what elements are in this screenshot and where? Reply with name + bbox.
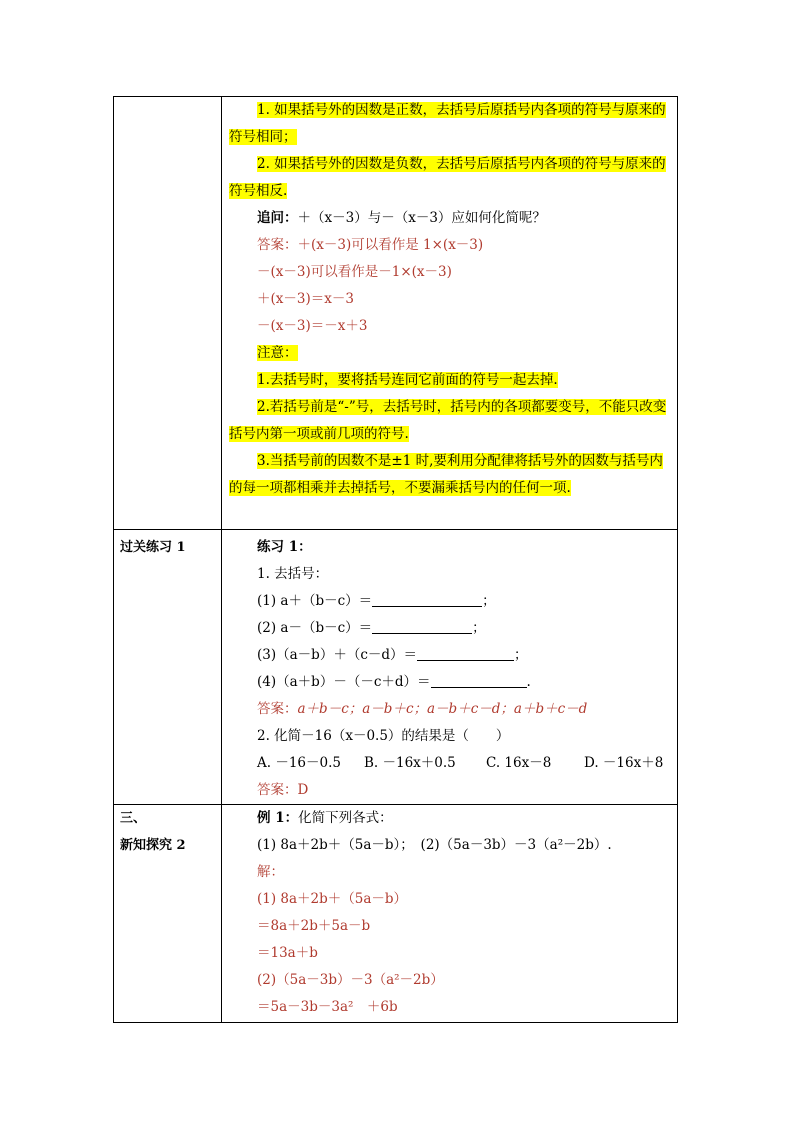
lesson-table (113, 96, 678, 1023)
option-c[interactable]: C. 16x－8 (486, 755, 552, 771)
solution-step-2: ＝8a＋2b＋5a－b (257, 918, 371, 934)
option-d[interactable]: D. －16x＋8 (584, 755, 664, 771)
table-row (114, 97, 678, 530)
exercise-answer-text: a＋b－c；a－b＋c；a－b＋c－d；a＋b＋c－d (297, 701, 588, 717)
followup-label: 追问： (257, 210, 298, 226)
question-1a: (1) a＋（b－c）＝ (257, 593, 373, 609)
option-b[interactable]: B. －16x＋0.5 (364, 755, 456, 771)
exercise-cell (222, 530, 678, 805)
explore-left-cell (114, 805, 222, 1023)
answer-blank-1[interactable] (372, 592, 482, 607)
solution-step-3: ＝13a＋b (257, 945, 318, 961)
question-1d: (4)（a＋b）－（－c＋d）＝ (257, 674, 431, 690)
solution-step-1: (1) 8a＋2b＋（5a－b） (257, 891, 408, 907)
exercise-left-cell (114, 530, 222, 805)
option-a[interactable]: A. －16－0.5 (257, 755, 341, 771)
end-semicolon: ； (482, 593, 496, 609)
rule1-line2: 符号相同； (229, 129, 297, 145)
question-1c: (3)（a－b）＋（c－d）＝ (257, 647, 418, 663)
answer-blank-4[interactable] (431, 673, 527, 688)
answer-line3: ＋(x－3)＝x－3 (257, 291, 354, 307)
answer-blank-2[interactable] (372, 619, 472, 634)
note1: 1.去括号时，要将括号连同它前面的符号一起去掉. (257, 372, 558, 388)
example-title-label: 例 1： (257, 810, 299, 826)
question-1b: (2) a－（b－c）＝ (257, 620, 373, 636)
table-row (114, 805, 678, 1023)
answer-line1: ＋(x－3)可以看作是 1×(x－3) (297, 237, 484, 253)
question-2: 2. 化简－16（x－0.5）的结果是（ ） (257, 728, 510, 744)
followup-text: ＋（x－3）与－（x－3）应如何化简呢？ (297, 210, 546, 226)
rule2-line1: 2. 如果括号外的因数是负数，去括号后原括号内各项的符号与原来的 (257, 156, 666, 172)
example-problems: (1) 8a＋2b＋（5a－b）； (2)（5a－3b）－3（a²－2b）. (257, 837, 612, 853)
rule2-line2: 符号相反. (229, 183, 288, 199)
solution-step-5: ＝5a－3b－3a² ＋6b (257, 999, 398, 1015)
end-semicolon: ； (472, 620, 486, 636)
exercise-answer-2: 答案：D (257, 782, 309, 798)
exercise-section-label: 过关练习 1 (120, 540, 186, 555)
explore-section-label: 新知探究 2 (120, 838, 186, 853)
rule1-line1: 1. 如果括号外的因数是正数，去括号后原括号内各项的符号与原来的 (257, 102, 666, 118)
answer-line4: －(x－3)＝－x＋3 (257, 318, 368, 334)
question-1: 1. 去括号： (257, 566, 329, 582)
end-semicolon: ； (514, 647, 528, 663)
note3-line2: 的每一项都相乘并去掉括号，不要漏乘括号内的任何一项. (229, 480, 571, 496)
example-title-text: 化简下列各式： (298, 810, 393, 826)
rules-cell (222, 97, 678, 530)
exercise-title: 练习 1： (257, 539, 312, 555)
answer-line2: －(x－3)可以看作是－1×(x－3) (257, 264, 452, 280)
section-number: 三、 (120, 811, 147, 826)
note2-line1: 2.若括号前是“-”号，去括号时，括号内的各项都要变号，不能只改变 (257, 399, 667, 415)
end-period: . (526, 674, 531, 690)
note3-line1: 3.当括号前的因数不是±1 时,要利用分配律将括号外的因数与括号内 (257, 453, 663, 469)
answer-blank-3[interactable] (417, 646, 514, 661)
left-cell-empty (114, 97, 222, 530)
note-label: 注意： (257, 345, 298, 361)
note2-line2: 括号内第一项或前几项的符号. (229, 426, 409, 442)
exercise-answer-label: 答案： (257, 701, 298, 717)
solution-label: 解： (257, 864, 284, 880)
answer-label: 答案： (257, 237, 298, 253)
table-row (114, 530, 678, 805)
solution-step-4: (2)（5a－3b）－3（a²－2b） (257, 972, 444, 988)
example-cell (222, 805, 678, 1023)
